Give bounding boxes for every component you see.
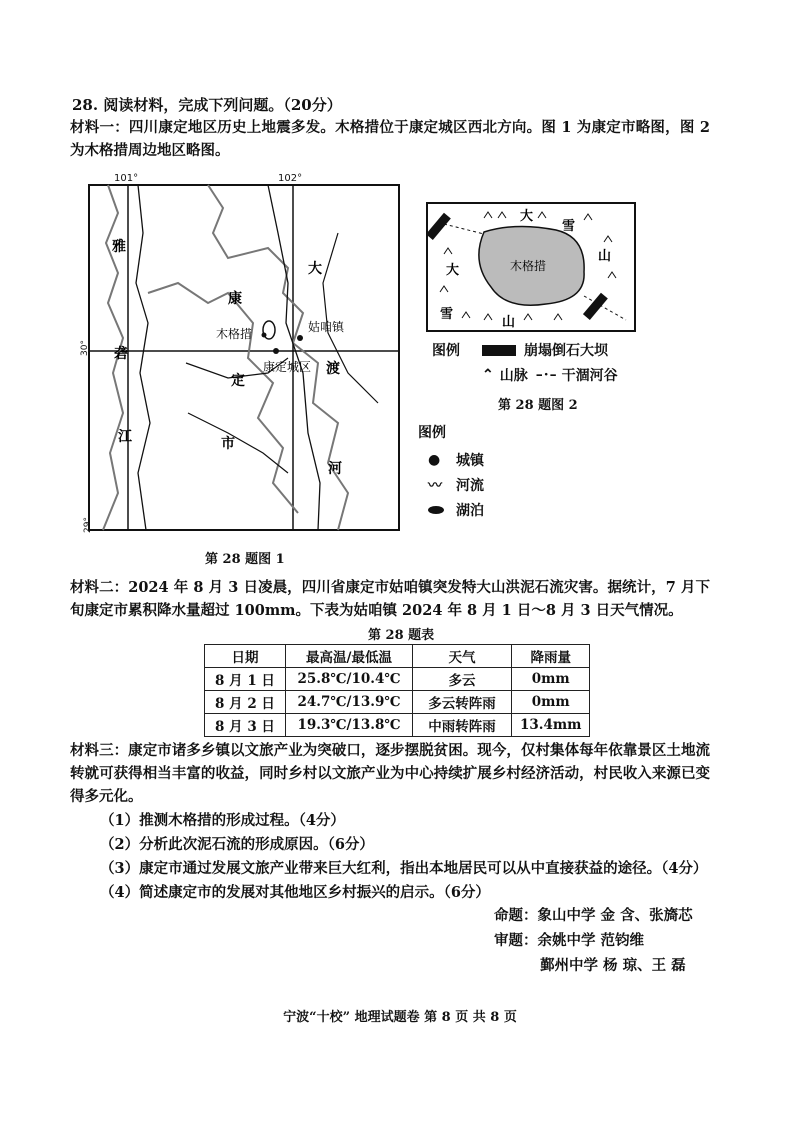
lat-label-29: 29° xyxy=(83,517,93,533)
table-header-cell: 最高温/最低温 xyxy=(286,645,413,668)
table-cell: 19.3℃/13.8℃ xyxy=(286,714,413,737)
map1-legend-title: 图例 xyxy=(418,425,446,441)
mountain-legend-icon: ⌃ xyxy=(482,367,494,383)
lake-legend-icon xyxy=(428,506,444,514)
table-cell: 多云 xyxy=(413,668,512,691)
map1-label-mugecuo: 木格措 xyxy=(216,327,253,341)
map1-label-guzan: 姑咱镇 xyxy=(308,320,345,334)
subquestion-2: （2）分析此次泥石流的形成原因。（6分） xyxy=(100,836,374,853)
table-cell: 中雨转阵雨 xyxy=(413,714,512,737)
town-legend-icon: ● xyxy=(428,452,441,468)
table-cell: 0mm xyxy=(512,668,590,691)
table-row xyxy=(205,668,590,691)
reviewer-credit xyxy=(494,929,644,950)
map2-legend-mountain xyxy=(482,365,618,385)
map1-label-du: 渡 xyxy=(326,361,340,377)
map2-legend-dam-label: 崩塌倒石大坝 xyxy=(524,343,608,359)
map1-legend-lake-label: 湖泊 xyxy=(456,503,484,519)
subquestion-3: （3）康定市通过发展文旅产业带来巨大红利，指出本地居民可以从中直接获益的途径。（4分） xyxy=(100,860,708,877)
map2-label-xue2: 雪 xyxy=(440,307,454,322)
table-cell: 0mm xyxy=(512,691,590,714)
table-header-cell: 降雨量 xyxy=(512,645,590,668)
table-row xyxy=(205,714,590,737)
table-cell: 8 月 1 日 xyxy=(205,668,286,691)
table-caption: 第 28 题表 xyxy=(368,628,435,643)
page-footer: 宁波“十校” 地理试题卷 第 8 页 共 8 页 xyxy=(283,1010,517,1025)
author-names: 象山中学 金 含、张旖芯 xyxy=(537,907,693,924)
author-credit xyxy=(494,904,693,925)
subquestion-4: （4）简述康定市的发展对其他地区乡村振兴的启示。（6分） xyxy=(100,884,490,901)
lon-label-102: 102° xyxy=(278,173,303,184)
table-header-cell: 日期 xyxy=(205,645,286,668)
author-label: 命题： xyxy=(494,907,538,924)
lon-label-101: 101° xyxy=(114,173,139,184)
map1-label-ding: 定 xyxy=(231,373,245,389)
map2-lake-label: 木格措 xyxy=(510,259,547,273)
map2-legend-title: 图例 xyxy=(432,343,460,359)
map1-label-city: 康定城区 xyxy=(263,360,312,374)
map2-label-shan2: 山 xyxy=(502,315,516,330)
map2-label-xue1: 雪 xyxy=(562,219,576,234)
table-cell: 8 月 2 日 xyxy=(205,691,286,714)
map1-label-kang: 康 xyxy=(228,291,242,307)
map2-label-da2: 大 xyxy=(446,263,460,278)
map2-legend-dam xyxy=(432,340,608,360)
map1-label-ya: 雅 xyxy=(112,239,126,255)
lat-label-30: 30° xyxy=(80,340,90,356)
map1-legend-lake xyxy=(428,500,484,520)
figure-2-caption: 第 28 题图 2 xyxy=(498,398,578,413)
map2-label-shan1: 山 xyxy=(598,249,612,264)
map1-label-da: 大 xyxy=(308,261,322,277)
table-header-row xyxy=(205,645,590,668)
table-cell: 13.4mm xyxy=(512,714,590,737)
map1-legend-river-label: 河流 xyxy=(456,478,484,494)
map1-label-he: 河 xyxy=(328,461,342,477)
figure-1-caption: 第 28 题图 1 xyxy=(205,552,285,567)
material-1-text: 材料一：四川康定地区历史上地震多发。木格措位于康定城区西北方向。图 1 为康定市略图，图 2 为木格措周边地区略图。 xyxy=(70,119,710,159)
reviewer-names-2: 鄞州中学 杨 琼、王 磊 xyxy=(540,957,686,974)
map-figure-2 xyxy=(426,202,636,332)
table-cell: 24.7℃/13.9℃ xyxy=(286,691,413,714)
weather-table xyxy=(204,644,590,737)
table-row xyxy=(205,691,590,714)
dam-legend-icon xyxy=(482,345,516,356)
town-dot-guzan xyxy=(297,335,303,341)
map2-label-da: 大 xyxy=(520,209,534,224)
table-cell: 多云转阵雨 xyxy=(413,691,512,714)
valley-legend-icon: –·– xyxy=(535,367,558,383)
river-legend-icon: 〰 xyxy=(428,478,442,494)
map2-legend-mountain-label: 山脉 xyxy=(499,368,528,384)
material-3-text: 材料三：康定市诸多乡镇以文旅产业为突破口，逐步摆脱贫困。现今，仅村集体每年依靠景区土地流转就可获得相当丰富的收益，同时乡村以文旅产业为中心持续扩展乡村经济活动，村民收入来源已变得多元化。 xyxy=(70,742,710,805)
map-figure-1 xyxy=(80,173,401,543)
map1-label-jiang: 江 xyxy=(118,429,132,445)
map2-legend-valley-label: 干涸河谷 xyxy=(561,368,618,384)
map1-legend-town-label: 城镇 xyxy=(456,453,484,469)
map1-legend-town xyxy=(428,450,484,470)
material-2-text: 材料二：2024 年 8 月 3 日凌晨，四川省康定市姑咱镇突发特大山洪泥石流灾害。据统计，7 月下旬康定市累积降水量超过 100mm。下表为姑咱镇 2024 年 8 月 1 日～8 月 3 日天气情况。 xyxy=(70,579,710,619)
table-cell: 25.8℃/10.4℃ xyxy=(286,668,413,691)
map1-label-shi: 市 xyxy=(221,436,235,452)
map1-label-long: 砻 xyxy=(114,346,128,362)
reviewer-label: 审题： xyxy=(494,932,538,949)
town-dot-city xyxy=(273,348,279,354)
town-dot-mugecuo xyxy=(262,333,267,338)
subquestion-1: （1）推测木格措的形成过程。（4分） xyxy=(100,812,345,829)
table-cell: 8 月 3 日 xyxy=(205,714,286,737)
question-title: 28. 阅读材料，完成下列问题。（20分） xyxy=(72,96,342,114)
map1-legend-river xyxy=(428,475,484,495)
table-header-cell: 天气 xyxy=(413,645,512,668)
reviewer-names-1: 余姚中学 范钧维 xyxy=(537,932,645,949)
